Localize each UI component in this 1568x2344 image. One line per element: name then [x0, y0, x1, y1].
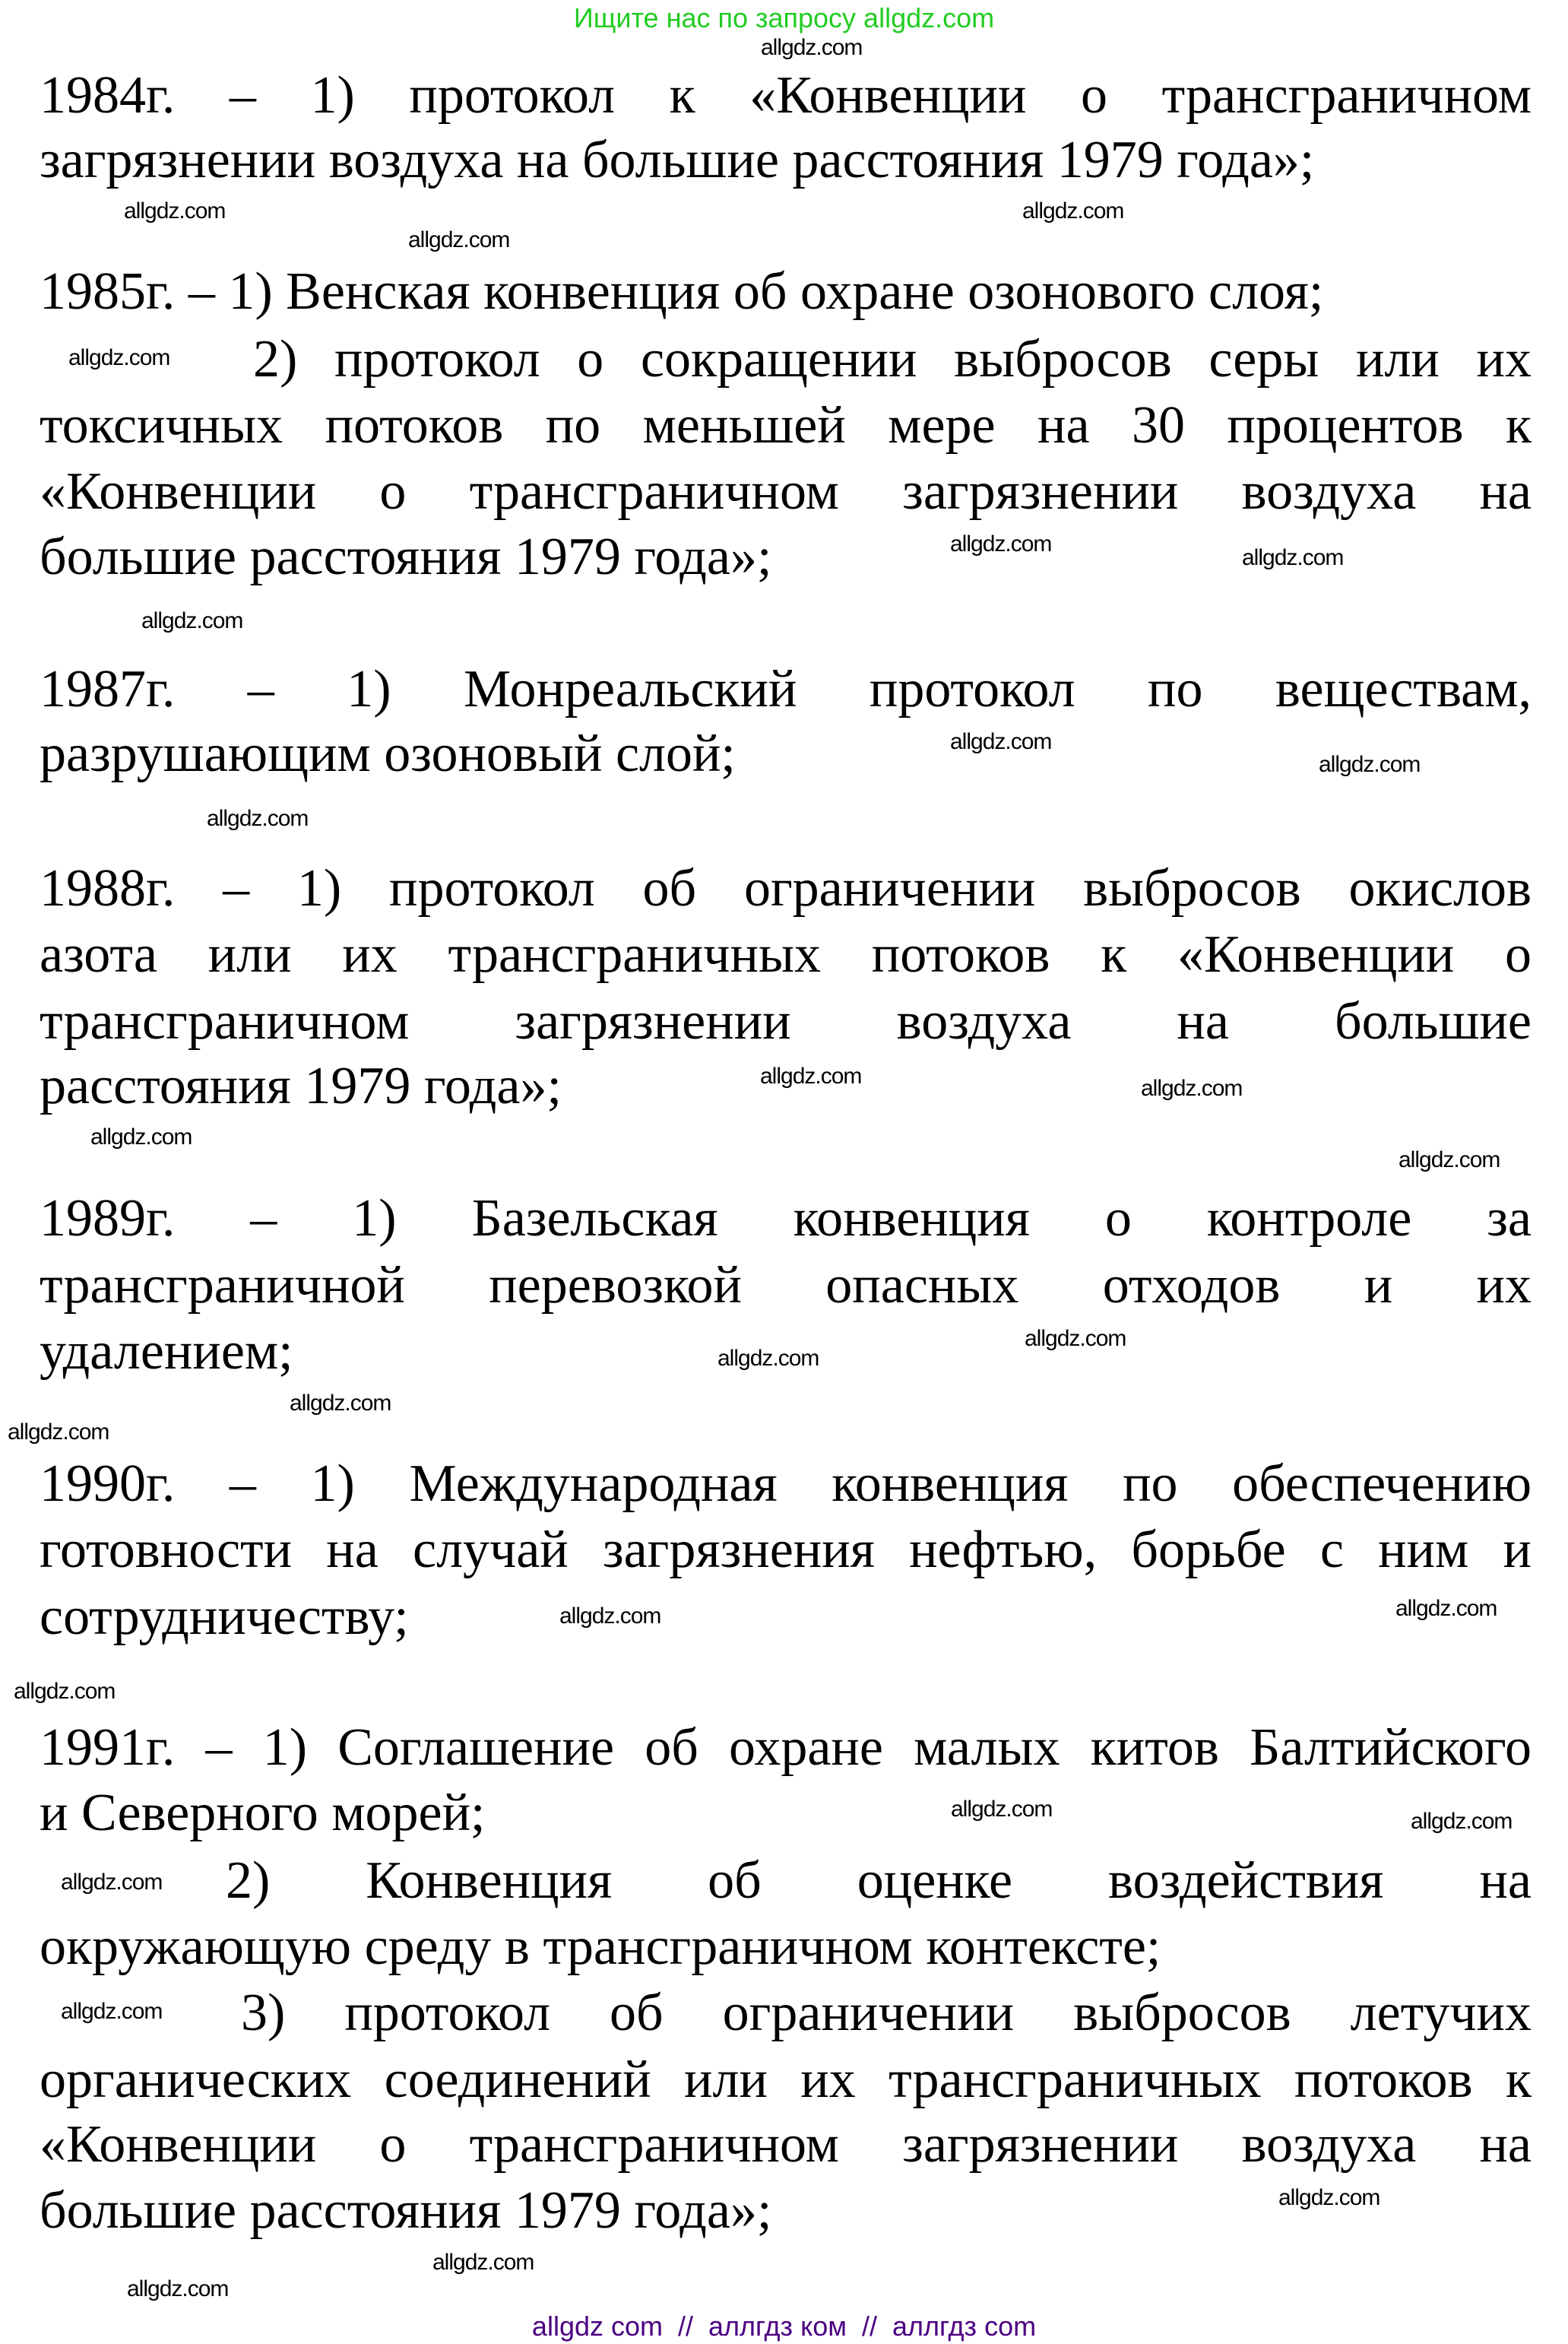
text-line: 1985г. – 1) Венская конвенция об охране озонового слоя; [40, 262, 1324, 321]
watermark: allgdz.com [950, 729, 1052, 754]
watermark: allgdz.com [1022, 198, 1124, 224]
watermark: allgdz.com [1141, 1076, 1243, 1101]
text-line: «Конвенции о трансграничном загрязнении воздуха на [40, 2115, 1532, 2174]
text-line: токсичных потоков по меньшей мере на 30 процентов к [40, 396, 1532, 455]
watermark: allgdz.com [760, 1064, 862, 1089]
watermark: allgdz.com [559, 1603, 661, 1629]
watermark: allgdz.com [8, 1419, 109, 1445]
text-line: сотрудничеству; [40, 1588, 409, 1646]
text-line: 1987г. – 1) Монреальский протокол по веществам, [40, 660, 1532, 718]
watermark: allgdz.com [951, 1797, 1053, 1822]
search-banner: Ищите нас по запросу allgdz.com [573, 2, 995, 33]
text-line: большие расстояния 1979 года»; [40, 528, 772, 586]
text-line: 2) протокол о сокращении выбросов серы или их [253, 330, 1532, 389]
watermark: allgdz.com [1399, 1147, 1500, 1172]
text-line: разрушающим озоновый слой; [40, 725, 736, 783]
watermark: allgdz.com [61, 1999, 163, 2024]
watermark: allgdz.com [68, 345, 170, 370]
watermark: allgdz.com [90, 1124, 192, 1150]
watermark: allgdz.com [408, 227, 510, 252]
watermark: allgdz.com [761, 35, 863, 60]
text-line: 3) протокол об ограничении выбросов летучих [241, 1984, 1532, 2042]
watermark: allgdz.com [141, 608, 243, 633]
watermark: allgdz.com [1025, 1326, 1126, 1351]
text-line: удалением; [40, 1322, 293, 1381]
text-line: 1988г. – 1) протокол об ограничении выбросов окислов [40, 859, 1532, 918]
text-line: трансграничной перевозкой опасных отходов и их [40, 1256, 1532, 1315]
watermark: allgdz.com [124, 198, 226, 224]
text-line: большие расстояния 1979 года»; [40, 2181, 772, 2240]
text-line: азота или их трансграничных потоков к «Конвенции о [40, 925, 1532, 984]
text-line: готовности на случай загрязнения нефтью, борьбе с ним и [40, 1521, 1532, 1579]
text-line: 1984г. – 1) протокол к «Конвенции о трансграничном [40, 66, 1532, 125]
watermark: allgdz.com [1395, 1596, 1497, 1621]
text-line: трансграничном загрязнении воздуха на большие [40, 992, 1532, 1051]
footer-link[interactable]: allgdz com // аллгдз ком // аллгдз com [531, 2311, 1037, 2342]
watermark: allgdz.com [14, 1679, 116, 1704]
text-line: 1989г. – 1) Базельская конвенция о контроле за [40, 1189, 1532, 1248]
watermark: allgdz.com [1278, 2185, 1380, 2210]
text-line: расстояния 1979 года»; [40, 1057, 562, 1115]
watermark: allgdz.com [432, 2250, 534, 2275]
watermark: allgdz.com [950, 531, 1052, 557]
watermark: allgdz.com [1242, 545, 1344, 570]
watermark: allgdz.com [290, 1391, 391, 1416]
watermark: allgdz.com [207, 806, 309, 831]
watermark: allgdz.com [1411, 1809, 1513, 1834]
text-line: 1990г. – 1) Международная конвенция по обеспечению [40, 1454, 1532, 1513]
text-line: органических соединений или их трансграничных потоков к [40, 2051, 1532, 2109]
text-line: 1991г. – 1) Соглашение об охране малых китов Балтийского [40, 1718, 1532, 1777]
text-line: и Северного морей; [40, 1784, 486, 1842]
watermark: allgdz.com [61, 1870, 163, 1895]
text-line: загрязнении воздуха на большие расстояния 1979 года»; [40, 131, 1315, 189]
text-line: окружающую среду в трансграничном контексте; [40, 1917, 1161, 1976]
text-line: «Конвенции о трансграничном загрязнении воздуха на [40, 462, 1532, 521]
watermark: allgdz.com [127, 2276, 229, 2301]
watermark: allgdz.com [1319, 752, 1421, 777]
text-line: 2) Конвенция об оценке воздействия на [226, 1851, 1532, 1910]
watermark: allgdz.com [717, 1346, 819, 1371]
